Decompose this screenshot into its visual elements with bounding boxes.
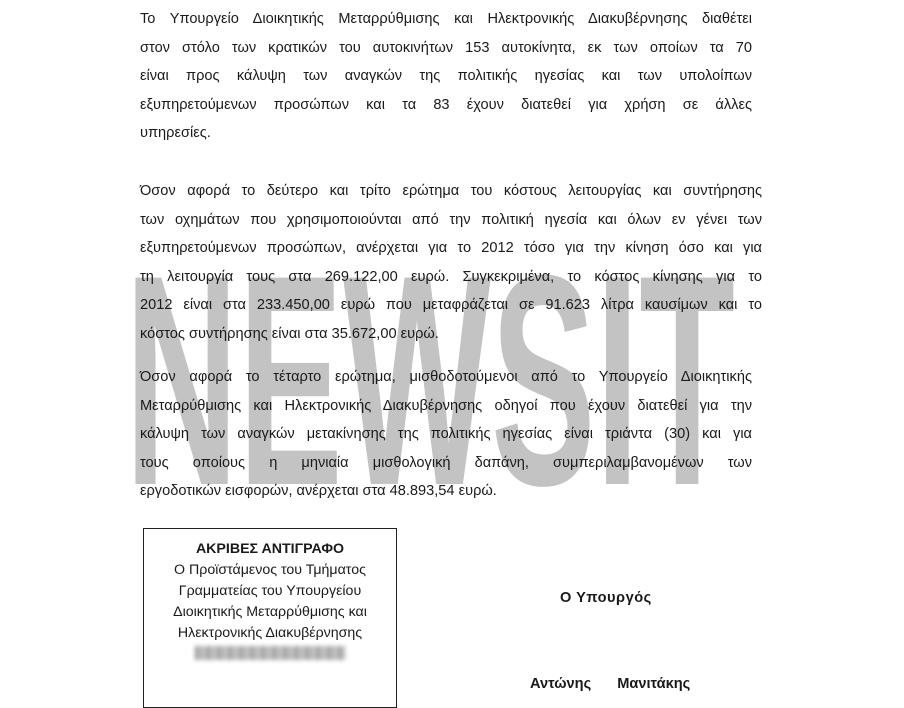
paragraph-line: τους οποίους η μηνιαία μισθολογική δαπάνη, συμπεριλαμβανομένων των (140, 454, 752, 471)
paragraph-line: εξυπηρετούμενων προσώπων και τα 83 έχουν διατεθεί για χρήση σε άλλες (140, 96, 752, 113)
paragraph-line: υπηρεσίες. (140, 125, 211, 142)
minister-name: Αντώνης Μανιτάκης (530, 676, 691, 692)
redacted-name (195, 646, 345, 660)
stamp-line: Ηλεκτρονικής Διακυβέρνησης (177, 625, 363, 641)
paragraph-line: Το Υπουργείο Διοικητικής Μεταρρύθμισης και Ηλεκτρονικής Διακυβέρνησης διαθέτει (140, 11, 752, 27)
stamp-line: Διοικητικής Μεταρρύθμισης και (173, 604, 367, 620)
paragraph-line: κάλυψη των αναγκών μετακίνησης της πολιτικής ηγεσίας είναι τριάντα (30) και για (140, 426, 752, 443)
paragraph-line: εργοδοτικών εισφορών, ανέρχεται στα 48.893,54 ευρώ. (140, 483, 497, 500)
paragraph-costs (140, 177, 762, 349)
paragraph-line: Όσον αφορά το τέταρτο ερώτημα, μισθοδοτούμενοι από το Υπουργείο Διοικητικής (140, 369, 752, 385)
minister-title: Ο Υπουργός (560, 590, 652, 606)
watermark-text: NEWSIT (125, 222, 735, 512)
paragraph-line: κόστος συντήρησης είναι στα 35.672,00 ευρώ. (140, 325, 439, 342)
paragraph-line: στον στόλο των κρατικών του αυτοκινήτων 153 αυτοκίνητα, εκ των οποίων τα 70 (140, 39, 752, 56)
paragraph-fleet (140, 5, 752, 148)
paragraph-line: είναι προς κάλυψη των αναγκών της πολιτικής ηγεσίας και των υπολοίπων (140, 68, 752, 85)
paragraph-line: των οχημάτων που χρησιμοποιούνται από την πολιτική ηγεσία και όλων εν γένει των (140, 211, 762, 228)
stamp-line: Γραμματείας του Υπουργείου (178, 583, 362, 599)
certified-copy-stamp (143, 528, 397, 708)
paragraph-line: Όσον αφορά το δεύτερο και τρίτο ερώτημα του κόστους λειτουργίας και συντήρησης (140, 183, 762, 199)
paragraph-line: τη λειτουργία τους στα 269.122,00 ευρώ. Συγκεκριμένα, το κόστος κίνησης για το (140, 268, 762, 285)
stamp-line: Ο Προϊστάμενος του Τμήματος (174, 562, 366, 578)
paragraph-line: Μεταρρύθμισης και Ηλεκτρονικής Διακυβέρνησης οδηγοί που έχουν διατεθεί για την (140, 397, 752, 414)
paragraph-line: 2012 είναι στα 233.450,00 ευρώ που μεταφράζεται σε 91.623 λίτρα καυσίμων και το (140, 297, 762, 314)
paragraph-line: εξυπηρετούμενων προσώπων, ανέρχεται για το 2012 τόσο για την κίνηση όσο και για (140, 240, 762, 257)
stamp-title: ΑΚΡΙΒΕΣ ΑΝΤΙΓΡΑΦΟ (195, 541, 345, 557)
paragraph-drivers (140, 363, 752, 506)
